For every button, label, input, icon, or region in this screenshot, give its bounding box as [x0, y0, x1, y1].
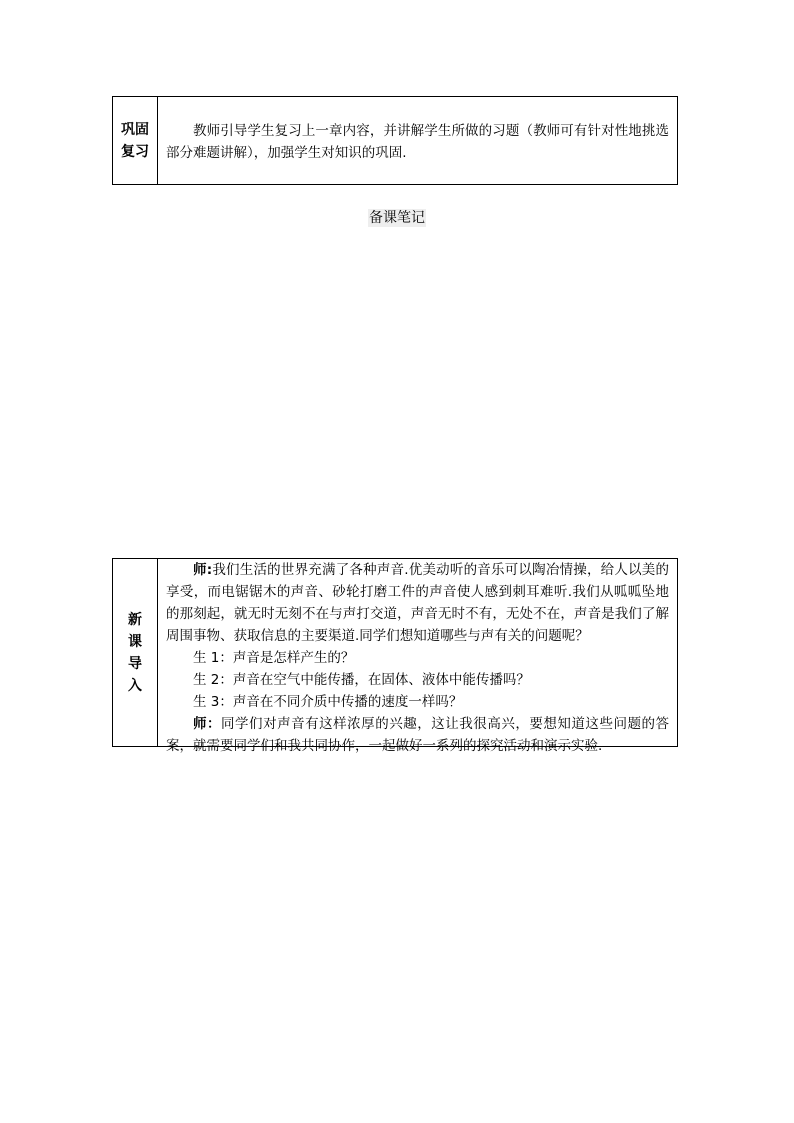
intro-label: 新课导入	[128, 611, 142, 694]
intro-table	[112, 558, 678, 754]
review-table	[112, 96, 678, 185]
intro-label-cell	[113, 559, 158, 746]
intro-paragraph	[166, 669, 669, 691]
review-label-cell	[113, 97, 158, 184]
notes-title-text: 备课笔记	[369, 210, 425, 226]
review-content: 教师引导学生复习上一章内容，并讲解学生所做的习题（教师可有针对性地挑选部分难题讲解），加强学生对知识的巩固.	[166, 122, 669, 161]
intro-paragraph	[166, 559, 669, 647]
paragraph-text: 生 2：声音在空气中能传播，在固体、液体中能传播吗？	[193, 672, 530, 688]
review-label: 巩固复习	[121, 121, 149, 160]
intro-content-cell	[158, 559, 677, 754]
intro-paragraph	[166, 691, 669, 713]
intro-paragraph	[166, 647, 669, 669]
review-content-cell	[158, 97, 677, 184]
speaker-label: 师：	[193, 716, 222, 732]
notes-title	[0, 207, 794, 227]
intro-paragraph	[166, 713, 669, 757]
speaker-label: 师:	[193, 562, 213, 578]
paragraph-text: 同学们对声音有这样浓厚的兴趣，这让我很高兴，要想知道这些问题的答案，就需要同学们和我共同协作，一起做好一系列的探究活动和演示实验.	[166, 716, 669, 754]
paragraph-text: 我们生活的世界充满了各种声音.优美动听的音乐可以陶冶情操，给人以美的享受，而电锯锯木的声音、砂轮打磨工件的声音使人感到刺耳难听.我们从呱呱坠地的那刻起，就无时无刻不在与声打交道，声音无时不有，无处不在，声音是我们了解周围事物、获取信息的主要渠道.同学们想知道哪些与声有关的问题呢？	[166, 562, 669, 644]
paragraph-text: 生 1：声音是怎样产生的？	[193, 650, 355, 666]
paragraph-text: 生 3：声音在不同介质中传播的速度一样吗？	[193, 694, 463, 710]
